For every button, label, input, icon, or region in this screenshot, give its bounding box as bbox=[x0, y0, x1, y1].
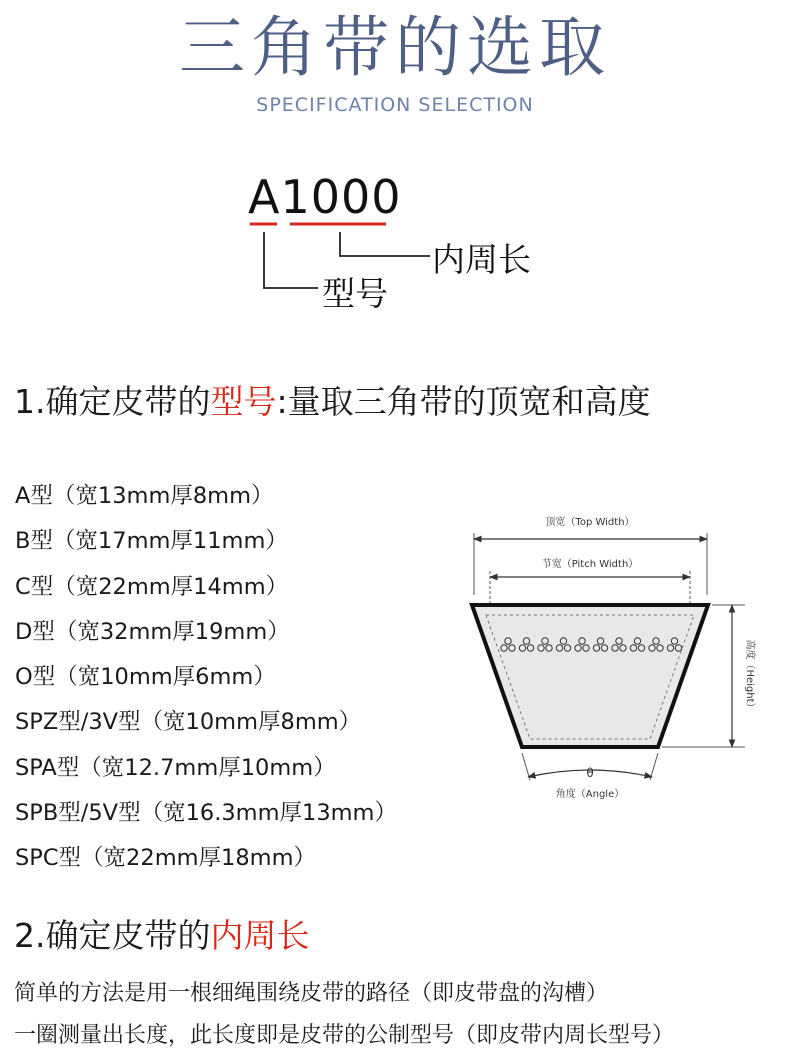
list-item: C型（宽22mm厚14mm） bbox=[15, 573, 289, 600]
step2-paragraph-2: 一圈测量出长度，此长度即是皮带的公制型号（即皮带内周长型号） bbox=[14, 1023, 675, 1048]
step1-prefix: 1.确定皮带的 bbox=[14, 382, 211, 421]
list-item: SPC型（宽22mm厚18mm） bbox=[15, 845, 316, 872]
page-subtitle: SPECIFICATION SELECTION bbox=[256, 94, 534, 116]
angle-ext-right bbox=[650, 753, 658, 780]
list-item: SPZ型/3V型（宽10mm厚8mm） bbox=[15, 709, 362, 736]
page-title: 三角带的选取 bbox=[179, 9, 611, 86]
belt-cross-section-diagram bbox=[450, 505, 770, 805]
step2-paragraph-1: 简单的方法是用一根细绳围绕皮带的路径（即皮带盘的沟槽） bbox=[14, 981, 609, 1006]
theta-symbol: θ bbox=[586, 766, 594, 780]
step2-highlight: 内周长 bbox=[210, 916, 310, 955]
step1-heading bbox=[14, 376, 651, 423]
type-connector bbox=[264, 232, 318, 288]
model-code-connectors bbox=[0, 0, 790, 320]
top-width-label: 顶宽（Top Width） bbox=[545, 517, 635, 528]
model-code: A1000 bbox=[248, 170, 402, 224]
spec-list bbox=[15, 474, 397, 882]
angle-label: 角度（Angle） bbox=[555, 789, 625, 800]
length-connector bbox=[340, 232, 430, 256]
list-item: B型（宽17mm厚11mm） bbox=[15, 528, 288, 555]
list-item: A型（宽13mm厚8mm） bbox=[15, 483, 274, 509]
list-item: O型（宽10mm厚6mm） bbox=[15, 664, 276, 691]
step1-highlight: 型号 bbox=[210, 382, 277, 421]
pitch-width-label: 节宽（Pitch Width） bbox=[541, 559, 639, 570]
step1-suffix: :量取三角带的顶宽和高度 bbox=[276, 382, 651, 421]
step2-prefix: 2.确定皮带的 bbox=[14, 916, 211, 955]
step2-heading bbox=[14, 910, 310, 957]
inner-length-label: 内周长 bbox=[432, 240, 531, 279]
list-item: SPA型（宽12.7mm厚10mm） bbox=[15, 754, 336, 781]
height-label: 高度（Height） bbox=[744, 639, 755, 713]
type-label: 型号 bbox=[322, 274, 388, 313]
list-item: D型（宽32mm厚19mm） bbox=[15, 618, 290, 645]
angle-ext-left bbox=[522, 753, 530, 780]
list-item: SPB型/5V型（宽16.3mm厚13mm） bbox=[15, 800, 397, 827]
